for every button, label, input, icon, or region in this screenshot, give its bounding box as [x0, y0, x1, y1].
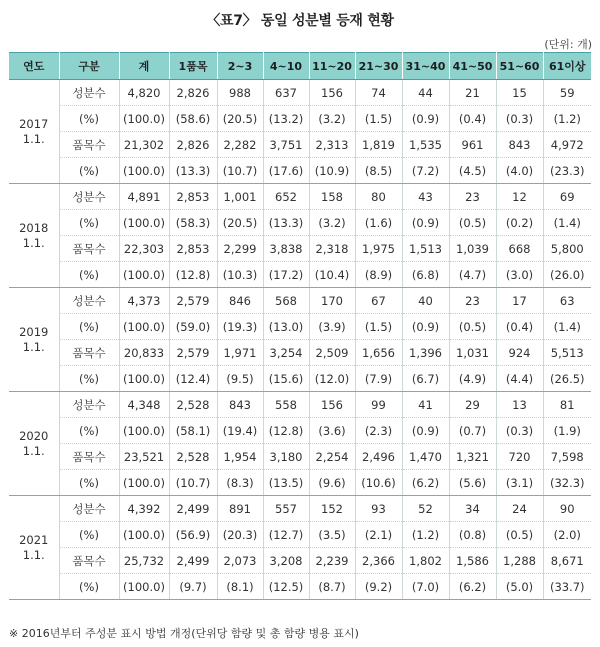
table-cell: 720	[496, 444, 543, 470]
table-cell: (4.7)	[449, 262, 496, 288]
table-cell: 1,470	[402, 444, 449, 470]
table-cell: 3,751	[263, 132, 309, 158]
table-cell: (0.5)	[449, 314, 496, 340]
table-cell: 2,239	[309, 548, 355, 574]
table-cell: 2,853	[169, 184, 217, 210]
row-label: 품목수	[59, 236, 119, 262]
table-cell: (10.4)	[309, 262, 355, 288]
table-cell: 1,396	[402, 340, 449, 366]
table-cell: 21,302	[119, 132, 169, 158]
table-cell: 63	[543, 288, 591, 314]
table-cell: (6.7)	[402, 366, 449, 392]
table-cell: 156	[309, 80, 355, 106]
table-cell: (3.5)	[309, 522, 355, 548]
year-cell	[9, 496, 59, 600]
table-cell: 22,303	[119, 236, 169, 262]
table-cell: (100.0)	[119, 574, 169, 600]
unit-label: (단위: 개)	[544, 38, 592, 51]
table-cell: 4,820	[119, 80, 169, 106]
year-label: 2021	[19, 532, 49, 547]
row-label: 성분수	[59, 392, 119, 418]
table-cell: (0.3)	[496, 418, 543, 444]
table-cell: 2,509	[309, 340, 355, 366]
table-cell: (0.9)	[402, 210, 449, 236]
table-row	[9, 548, 591, 574]
table-cell: (7.2)	[402, 158, 449, 184]
table-cell: 843	[217, 392, 263, 418]
table-cell: (8.1)	[217, 574, 263, 600]
table-cell: (9.7)	[169, 574, 217, 600]
table-cell: (0.7)	[449, 418, 496, 444]
table-cell: 1,819	[355, 132, 402, 158]
row-label: 성분수	[59, 80, 119, 106]
table-cell: 24	[496, 496, 543, 522]
table-cell: 3,254	[263, 340, 309, 366]
table-cell: 4,373	[119, 288, 169, 314]
table-cell: (10.7)	[169, 470, 217, 496]
table-cell: 17	[496, 288, 543, 314]
table-cell: 2,853	[169, 236, 217, 262]
year-date: 1.1.	[22, 131, 45, 146]
table-cell: 2,528	[169, 392, 217, 418]
table-cell: (0.9)	[402, 106, 449, 132]
table-cell: (4.0)	[496, 158, 543, 184]
table-cell: (9.2)	[355, 574, 402, 600]
table-cell: (10.7)	[217, 158, 263, 184]
table-cell: 7,598	[543, 444, 591, 470]
table-cell: 3,208	[263, 548, 309, 574]
table-cell: (0.2)	[496, 210, 543, 236]
table-row	[9, 496, 591, 522]
table-cell: 557	[263, 496, 309, 522]
column-header: 11~20	[309, 53, 355, 80]
table-cell: 23	[449, 184, 496, 210]
table-cell: (1.5)	[355, 106, 402, 132]
table-cell: (26.5)	[543, 366, 591, 392]
table-cell: 99	[355, 392, 402, 418]
table-cell: (13.3)	[263, 210, 309, 236]
table-cell: (10.9)	[309, 158, 355, 184]
table-cell: 637	[263, 80, 309, 106]
table-cell: 2,826	[169, 132, 217, 158]
table-cell: (12.8)	[169, 262, 217, 288]
table-cell: 1,586	[449, 548, 496, 574]
footnote: ※ 2016년부터 주성분 표시 방법 개정(단위당 함량 및 총 함량 병용 표시)	[9, 627, 359, 640]
table-cell: (26.0)	[543, 262, 591, 288]
header-row	[9, 53, 591, 80]
column-header: 구분	[59, 53, 119, 80]
table-cell: (12.8)	[263, 418, 309, 444]
table-cell: (100.0)	[119, 158, 169, 184]
table-cell: (23.3)	[543, 158, 591, 184]
table-row	[9, 158, 591, 184]
table-cell: (8.5)	[355, 158, 402, 184]
table-cell: (100.0)	[119, 366, 169, 392]
table-title: 〈표7〉 동일 성분별 등재 현황	[206, 13, 394, 29]
table-cell: (10.3)	[217, 262, 263, 288]
row-label: (%)	[59, 158, 119, 184]
row-label: (%)	[59, 210, 119, 236]
table-cell: (0.5)	[449, 210, 496, 236]
table-cell: 2,254	[309, 444, 355, 470]
table-cell: 568	[263, 288, 309, 314]
table-cell: 69	[543, 184, 591, 210]
table-cell: (3.6)	[309, 418, 355, 444]
table-cell: (13.2)	[263, 106, 309, 132]
table-cell: (1.6)	[355, 210, 402, 236]
year-cell	[9, 392, 59, 496]
table-cell: 2,313	[309, 132, 355, 158]
table-cell: (0.5)	[496, 522, 543, 548]
column-header: 2~3	[217, 53, 263, 80]
table-cell: 4,972	[543, 132, 591, 158]
table-cell: 1,535	[402, 132, 449, 158]
row-label: (%)	[59, 418, 119, 444]
table-cell: (2.3)	[355, 418, 402, 444]
table-cell: 13	[496, 392, 543, 418]
table-cell: 12	[496, 184, 543, 210]
table-cell: (33.7)	[543, 574, 591, 600]
table-cell: (20.5)	[217, 106, 263, 132]
table-cell: (4.5)	[449, 158, 496, 184]
table-cell: (0.9)	[402, 314, 449, 340]
table-row	[9, 210, 591, 236]
table-cell: (0.4)	[496, 314, 543, 340]
table-cell: (5.6)	[449, 470, 496, 496]
table-cell: 1,001	[217, 184, 263, 210]
table-cell: 158	[309, 184, 355, 210]
table-cell: 15	[496, 80, 543, 106]
year-label: 2020	[19, 428, 49, 443]
table-cell: 1,513	[402, 236, 449, 262]
table-cell: (1.4)	[543, 314, 591, 340]
table-cell: (19.4)	[217, 418, 263, 444]
table-cell: 67	[355, 288, 402, 314]
column-header: 31~40	[402, 53, 449, 80]
table-cell: (1.9)	[543, 418, 591, 444]
table-cell: (1.2)	[402, 522, 449, 548]
table-cell: (3.2)	[309, 106, 355, 132]
table-cell: (100.0)	[119, 262, 169, 288]
table-cell: 156	[309, 392, 355, 418]
year-label: 2018	[19, 220, 49, 235]
table-cell: 2,318	[309, 236, 355, 262]
table-cell: 52	[402, 496, 449, 522]
table-cell: 1,321	[449, 444, 496, 470]
table-cell: (17.2)	[263, 262, 309, 288]
table-cell: 29	[449, 392, 496, 418]
year-cell	[9, 80, 59, 184]
table-cell: 59	[543, 80, 591, 106]
table-cell: (9.6)	[309, 470, 355, 496]
table-cell: (17.6)	[263, 158, 309, 184]
table-cell: 1,975	[355, 236, 402, 262]
table-cell: 1,288	[496, 548, 543, 574]
table-cell: (20.3)	[217, 522, 263, 548]
table-cell: (58.3)	[169, 210, 217, 236]
table-row	[9, 470, 591, 496]
table-cell: 1,039	[449, 236, 496, 262]
column-header: 61이상	[543, 53, 591, 80]
table-cell: (3.9)	[309, 314, 355, 340]
table-cell: (13.0)	[263, 314, 309, 340]
table-cell: (1.5)	[355, 314, 402, 340]
table-cell: (19.3)	[217, 314, 263, 340]
table-row	[9, 314, 591, 340]
table-cell: 1,656	[355, 340, 402, 366]
table-cell: 40	[402, 288, 449, 314]
row-label: 성분수	[59, 184, 119, 210]
table-cell: 23	[449, 288, 496, 314]
table-row	[9, 418, 591, 444]
table-cell: (10.6)	[355, 470, 402, 496]
table-cell: (59.0)	[169, 314, 217, 340]
table-cell: (3.0)	[496, 262, 543, 288]
row-label: (%)	[59, 262, 119, 288]
table-cell: 843	[496, 132, 543, 158]
row-label: (%)	[59, 470, 119, 496]
table-row	[9, 80, 591, 106]
table-cell: (0.8)	[449, 522, 496, 548]
table-cell: 90	[543, 496, 591, 522]
row-label: (%)	[59, 366, 119, 392]
table-cell: (58.1)	[169, 418, 217, 444]
table-cell: 2,528	[169, 444, 217, 470]
row-label: (%)	[59, 314, 119, 340]
table-cell: 2,579	[169, 288, 217, 314]
year-date: 1.1.	[22, 443, 45, 458]
table-cell: (100.0)	[119, 522, 169, 548]
table-cell: 2,826	[169, 80, 217, 106]
table-cell: 1,031	[449, 340, 496, 366]
table-cell: 891	[217, 496, 263, 522]
table-cell: 2,499	[169, 496, 217, 522]
table-cell: 2,299	[217, 236, 263, 262]
year-cell	[9, 184, 59, 288]
row-label: 품목수	[59, 444, 119, 470]
table-cell: (4.9)	[449, 366, 496, 392]
table-cell: (100.0)	[119, 106, 169, 132]
table-cell: (7.9)	[355, 366, 402, 392]
table-cell: 1,954	[217, 444, 263, 470]
table-cell: 961	[449, 132, 496, 158]
table-cell: (13.5)	[263, 470, 309, 496]
column-header: 4~10	[263, 53, 309, 80]
table-cell: (100.0)	[119, 418, 169, 444]
table-cell: 2,073	[217, 548, 263, 574]
table-cell: 80	[355, 184, 402, 210]
table-cell: (100.0)	[119, 314, 169, 340]
year-cell	[9, 288, 59, 392]
row-label: (%)	[59, 522, 119, 548]
table-cell: 652	[263, 184, 309, 210]
table-cell: 988	[217, 80, 263, 106]
table-cell: (7.0)	[402, 574, 449, 600]
table-cell: 4,392	[119, 496, 169, 522]
table-cell: 5,513	[543, 340, 591, 366]
year-label: 2017	[19, 116, 49, 131]
table-cell: (1.4)	[543, 210, 591, 236]
table-cell: (58.6)	[169, 106, 217, 132]
table-cell: 3,838	[263, 236, 309, 262]
table-cell: 2,579	[169, 340, 217, 366]
table-cell: 43	[402, 184, 449, 210]
table-cell: 152	[309, 496, 355, 522]
table-row	[9, 288, 591, 314]
column-header: 51~60	[496, 53, 543, 80]
table-cell: (12.4)	[169, 366, 217, 392]
table-cell: 41	[402, 392, 449, 418]
table-cell: (20.5)	[217, 210, 263, 236]
table-cell: 2,496	[355, 444, 402, 470]
table-cell: 74	[355, 80, 402, 106]
table-cell: (2.1)	[355, 522, 402, 548]
column-header: 계	[119, 53, 169, 80]
table-cell: 4,891	[119, 184, 169, 210]
row-label: (%)	[59, 106, 119, 132]
table-row	[9, 236, 591, 262]
table-row	[9, 392, 591, 418]
table-cell: (5.0)	[496, 574, 543, 600]
table-cell: (13.3)	[169, 158, 217, 184]
table-cell: 34	[449, 496, 496, 522]
row-label: 품목수	[59, 132, 119, 158]
table-row	[9, 444, 591, 470]
row-label: (%)	[59, 574, 119, 600]
column-header: 연도	[9, 53, 59, 80]
table-cell: 1,802	[402, 548, 449, 574]
table-row	[9, 522, 591, 548]
table-cell: 1,971	[217, 340, 263, 366]
table-cell: 846	[217, 288, 263, 314]
table-cell: (12.0)	[309, 366, 355, 392]
table-cell: (56.9)	[169, 522, 217, 548]
table-cell: (1.2)	[543, 106, 591, 132]
table-cell: 3,180	[263, 444, 309, 470]
year-date: 1.1.	[22, 339, 45, 354]
table-cell: (3.2)	[309, 210, 355, 236]
table-cell: (6.8)	[402, 262, 449, 288]
table-row	[9, 184, 591, 210]
table-cell: 21	[449, 80, 496, 106]
table-cell: (100.0)	[119, 210, 169, 236]
table-cell: 20,833	[119, 340, 169, 366]
table-cell: 4,348	[119, 392, 169, 418]
table-row	[9, 366, 591, 392]
table-cell: (32.3)	[543, 470, 591, 496]
table-body	[9, 80, 591, 600]
table-cell: 2,499	[169, 548, 217, 574]
column-header: 41~50	[449, 53, 496, 80]
table-cell: (4.4)	[496, 366, 543, 392]
table-cell: (8.9)	[355, 262, 402, 288]
row-label: 품목수	[59, 340, 119, 366]
row-label: 성분수	[59, 288, 119, 314]
table-cell: (12.5)	[263, 574, 309, 600]
table-cell: 8,671	[543, 548, 591, 574]
table-cell: 93	[355, 496, 402, 522]
table-cell: 5,800	[543, 236, 591, 262]
table-cell: 2,366	[355, 548, 402, 574]
table-cell: (0.9)	[402, 418, 449, 444]
table-cell: (0.4)	[449, 106, 496, 132]
table-cell: (6.2)	[402, 470, 449, 496]
table-cell: (0.3)	[496, 106, 543, 132]
table-cell: (9.5)	[217, 366, 263, 392]
table-cell: 170	[309, 288, 355, 314]
registration-table	[9, 52, 591, 600]
column-header: 1품목	[169, 53, 217, 80]
table-cell: 668	[496, 236, 543, 262]
table-cell: (3.1)	[496, 470, 543, 496]
table-cell: (15.6)	[263, 366, 309, 392]
table-row	[9, 574, 591, 600]
table-cell: 558	[263, 392, 309, 418]
table-cell: (12.7)	[263, 522, 309, 548]
table-cell: 924	[496, 340, 543, 366]
year-date: 1.1.	[22, 235, 45, 250]
table-cell: 23,521	[119, 444, 169, 470]
table-cell: (100.0)	[119, 470, 169, 496]
column-header: 21~30	[355, 53, 402, 80]
table-row	[9, 106, 591, 132]
table-cell: (2.0)	[543, 522, 591, 548]
year-label: 2019	[19, 324, 49, 339]
row-label: 품목수	[59, 548, 119, 574]
table-row	[9, 132, 591, 158]
table-cell: 2,282	[217, 132, 263, 158]
year-date: 1.1.	[22, 547, 45, 562]
table-row	[9, 340, 591, 366]
table-cell: 44	[402, 80, 449, 106]
table-cell: (8.7)	[309, 574, 355, 600]
table-cell: 25,732	[119, 548, 169, 574]
table-cell: (8.3)	[217, 470, 263, 496]
table-row	[9, 262, 591, 288]
table-cell: (6.2)	[449, 574, 496, 600]
row-label: 성분수	[59, 496, 119, 522]
table-cell: 81	[543, 392, 591, 418]
